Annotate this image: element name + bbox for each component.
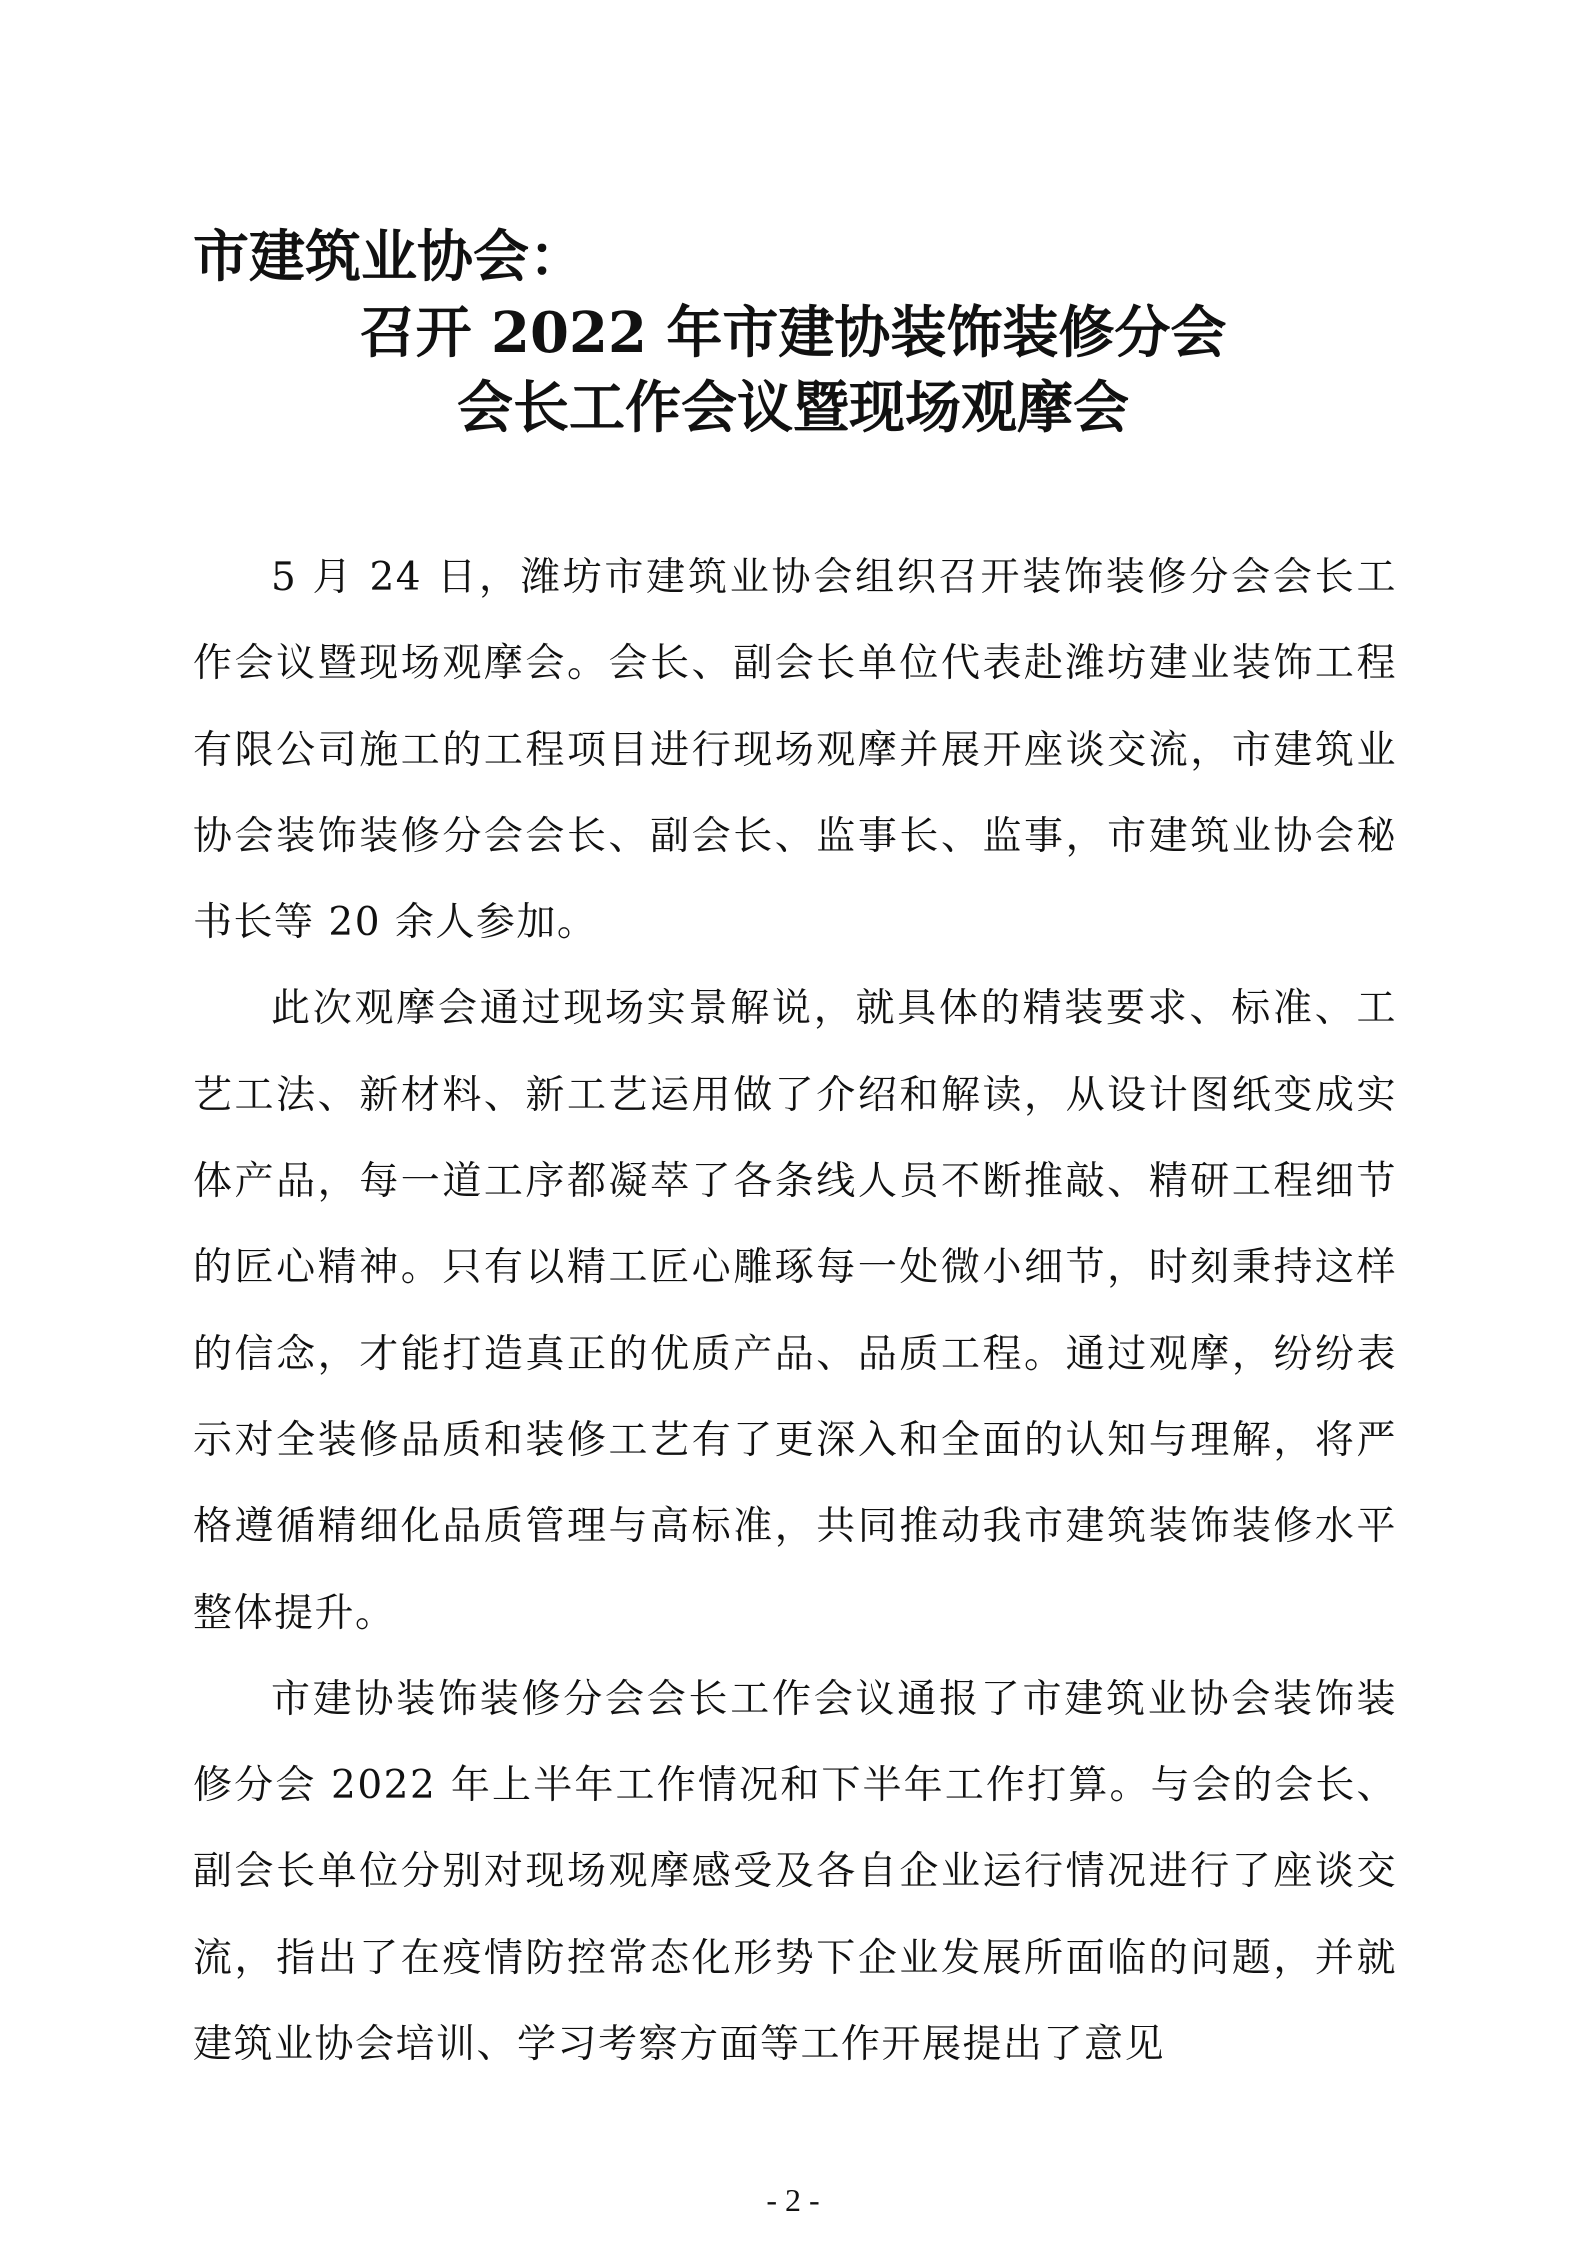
- title-heading-line2: 召开 2022 年市建协装饰装修分会: [359, 300, 1227, 366]
- title-heading-line1: 市建筑业协会：: [193, 224, 585, 290]
- paragraph-1: 5 月 24 日，潍坊市建筑业协会组织召开装饰装修分会会长工作会议暨现场观摩会。会长、副会长单位代表赴潍坊建业装饰工程有限公司施工的工程项目进行现场观摩并展开座谈交流，市建筑业协会装饰装修分会会长、副会长、监事长、监事，市建筑业协会秘书长等 20 余人参加。: [193, 555, 1397, 946]
- page-number: - 2 -: [766, 2182, 820, 2218]
- paragraph-3: 市建协装饰装修分会会长工作会议通报了市建筑业协会装饰装修分会 2022 年上半年工作情况和下半年工作打算。与会的会长、副会长单位分别对现场观摩感受及各自企业运行情况进行了座谈交流，指出了在疫情防控常态化形势下企业发展所面临的问题，并就建筑业协会培训、学习考察方面等工作开展提出了意见: [193, 1676, 1397, 2068]
- title-heading-line3: 会长工作会议暨现场观摩会: [457, 375, 1129, 441]
- paragraph-2: 此次观摩会通过现场实景解说，就具体的精装要求、标准、工艺工法、新材料、新工艺运用做了介绍和解读，从设计图纸变成实体产品，每一道工序都凝萃了各条线人员不断推敲、精研工程细节的匠心精神。只有以精工匠心雕琢每一处微小细节，时刻秉持这样的信念，才能打造真正的优质产品、品质工程。通过观摩，纷纷表示对全装修品质和装修工艺有了更深入和全面的认知与理解，将严格遵循精细化品质管理与高标准，共同推动我市建筑装饰装修水平整体提升。: [193, 986, 1397, 1636]
- article-body: [193, 535, 1397, 2088]
